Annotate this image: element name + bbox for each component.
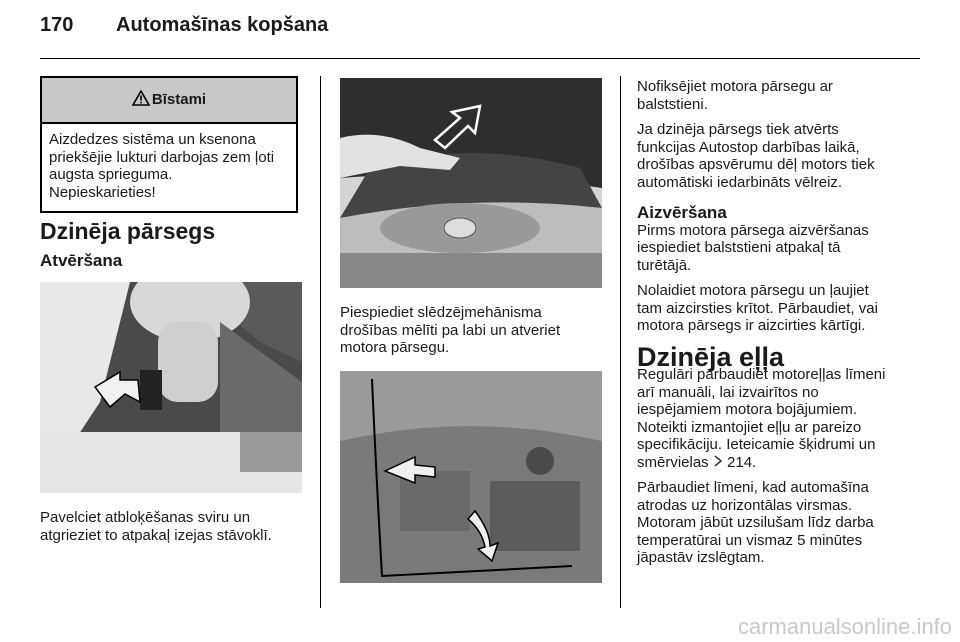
warning-line: priekšējie lukturi darbojas zem ļoti: [49, 148, 275, 166]
text-line: Pirms motora pārsega aizvēršanas: [637, 221, 869, 239]
text-line: balststieni.: [637, 95, 708, 113]
caption-line: motora pārsegu.: [340, 339, 450, 356]
page-header: [40, 14, 328, 37]
warning-line: Aizdedzes sistēma un ksenona: [49, 131, 256, 148]
section-heading-oil: Dzinēja eļļa: [637, 341, 785, 372]
caption-hood-latch: [340, 304, 602, 357]
text-line: Motoram jābūt uzsilušam līdz darba: [637, 514, 874, 531]
column-2: [340, 78, 602, 583]
paragraph-prop-rod: [637, 222, 905, 275]
warning-line: augsta sprieguma.: [49, 166, 173, 183]
page-title: Automašīnas kopšana: [116, 14, 329, 36]
text-line: iespējamiem motora bojājumiem.: [637, 401, 858, 418]
figure-hood-prop: [340, 371, 602, 583]
caption-line: Piespiediet slēdzējmehānisma: [340, 304, 542, 321]
text-line: drošības apsvērumu dēļ motors tiek: [637, 156, 875, 173]
warning-title-bar: [42, 78, 296, 124]
page-number: 170: [40, 14, 74, 36]
paragraph-lower-hood: [637, 282, 905, 335]
text-line: atrodas uz horizontālas virsmas.: [637, 496, 853, 514]
paragraph-oil-check: [637, 366, 905, 471]
figure-release-lever: [40, 282, 302, 493]
warning-text: [42, 124, 296, 211]
paragraph-oil-conditions: [637, 479, 905, 567]
text-line: Pārbaudiet līmeni, kad automašīna: [637, 479, 869, 496]
caption-line: Pavelciet atbloķēšanas sviru un: [40, 509, 251, 526]
warning-title: Bīstami: [151, 91, 207, 109]
text-line: jāpastāv izslēgtam.: [637, 549, 765, 566]
column-3: [637, 78, 905, 575]
text-line: smērvielas: [637, 453, 709, 471]
subheading-closing: Aizvēršana: [637, 203, 727, 222]
column-1: [40, 76, 302, 544]
text-line: Ja dzinēja pārsegs tiek atvērts: [637, 121, 839, 138]
figure-hood-latch: [340, 78, 602, 288]
text-line: specifikāciju. Ieteicamie šķidrumi un: [637, 436, 876, 453]
text-line: Noteikti izmantojiet eļļu ar pareizo: [637, 418, 862, 436]
reference-arrow-icon: [713, 454, 723, 471]
header-rule: [40, 58, 920, 59]
column-divider-2: [620, 76, 621, 608]
text-line: motora pārsegs ir aizcirties kārtīgi.: [637, 317, 866, 334]
text-line: tam aizcirsties krītot. Pārbaudiet, vai: [637, 299, 878, 317]
watermark: carmanualsonline.info: [737, 614, 952, 639]
text-line: iespiediet balststieni atpakaļ tā: [637, 239, 841, 256]
text-line: Regulāri pārbaudiet motoreļļas līmeni: [637, 366, 886, 383]
text-line: arī manuāli, lai izvairītos no: [637, 383, 819, 401]
section-heading-hood: Dzinēja pārsegs: [40, 218, 216, 244]
paragraph-fix-hood: [637, 78, 905, 113]
caption-line: atgrieziet to atpakaļ izejas stāvoklī.: [40, 526, 272, 544]
warning-box: [40, 76, 298, 213]
warning-line: Nepieskarieties!: [49, 183, 156, 201]
warning-triangle-icon: [132, 90, 152, 111]
text-line: temperatūrai un vismaz 5 minūtes: [637, 531, 863, 549]
subheading-opening: Atvēršana: [40, 250, 123, 270]
paragraph-autostop: [637, 121, 905, 191]
caption-line: drošības mēlīti pa labi un atveriet: [340, 321, 561, 339]
caption-release-lever: [40, 509, 302, 544]
text-line: funkcijas Autostop darbības laikā,: [637, 138, 860, 156]
text-line: turētājā.: [637, 256, 692, 274]
column-divider-1: [320, 76, 321, 608]
page-reference-link[interactable]: 214.: [727, 453, 757, 471]
text-line: automātiski iedarbināts vēlreiz.: [637, 173, 843, 191]
text-line: Nolaidiet motora pārsegu un ļaujiet: [637, 282, 869, 299]
text-line: Nofiksējiet motora pārsegu ar: [637, 78, 833, 95]
